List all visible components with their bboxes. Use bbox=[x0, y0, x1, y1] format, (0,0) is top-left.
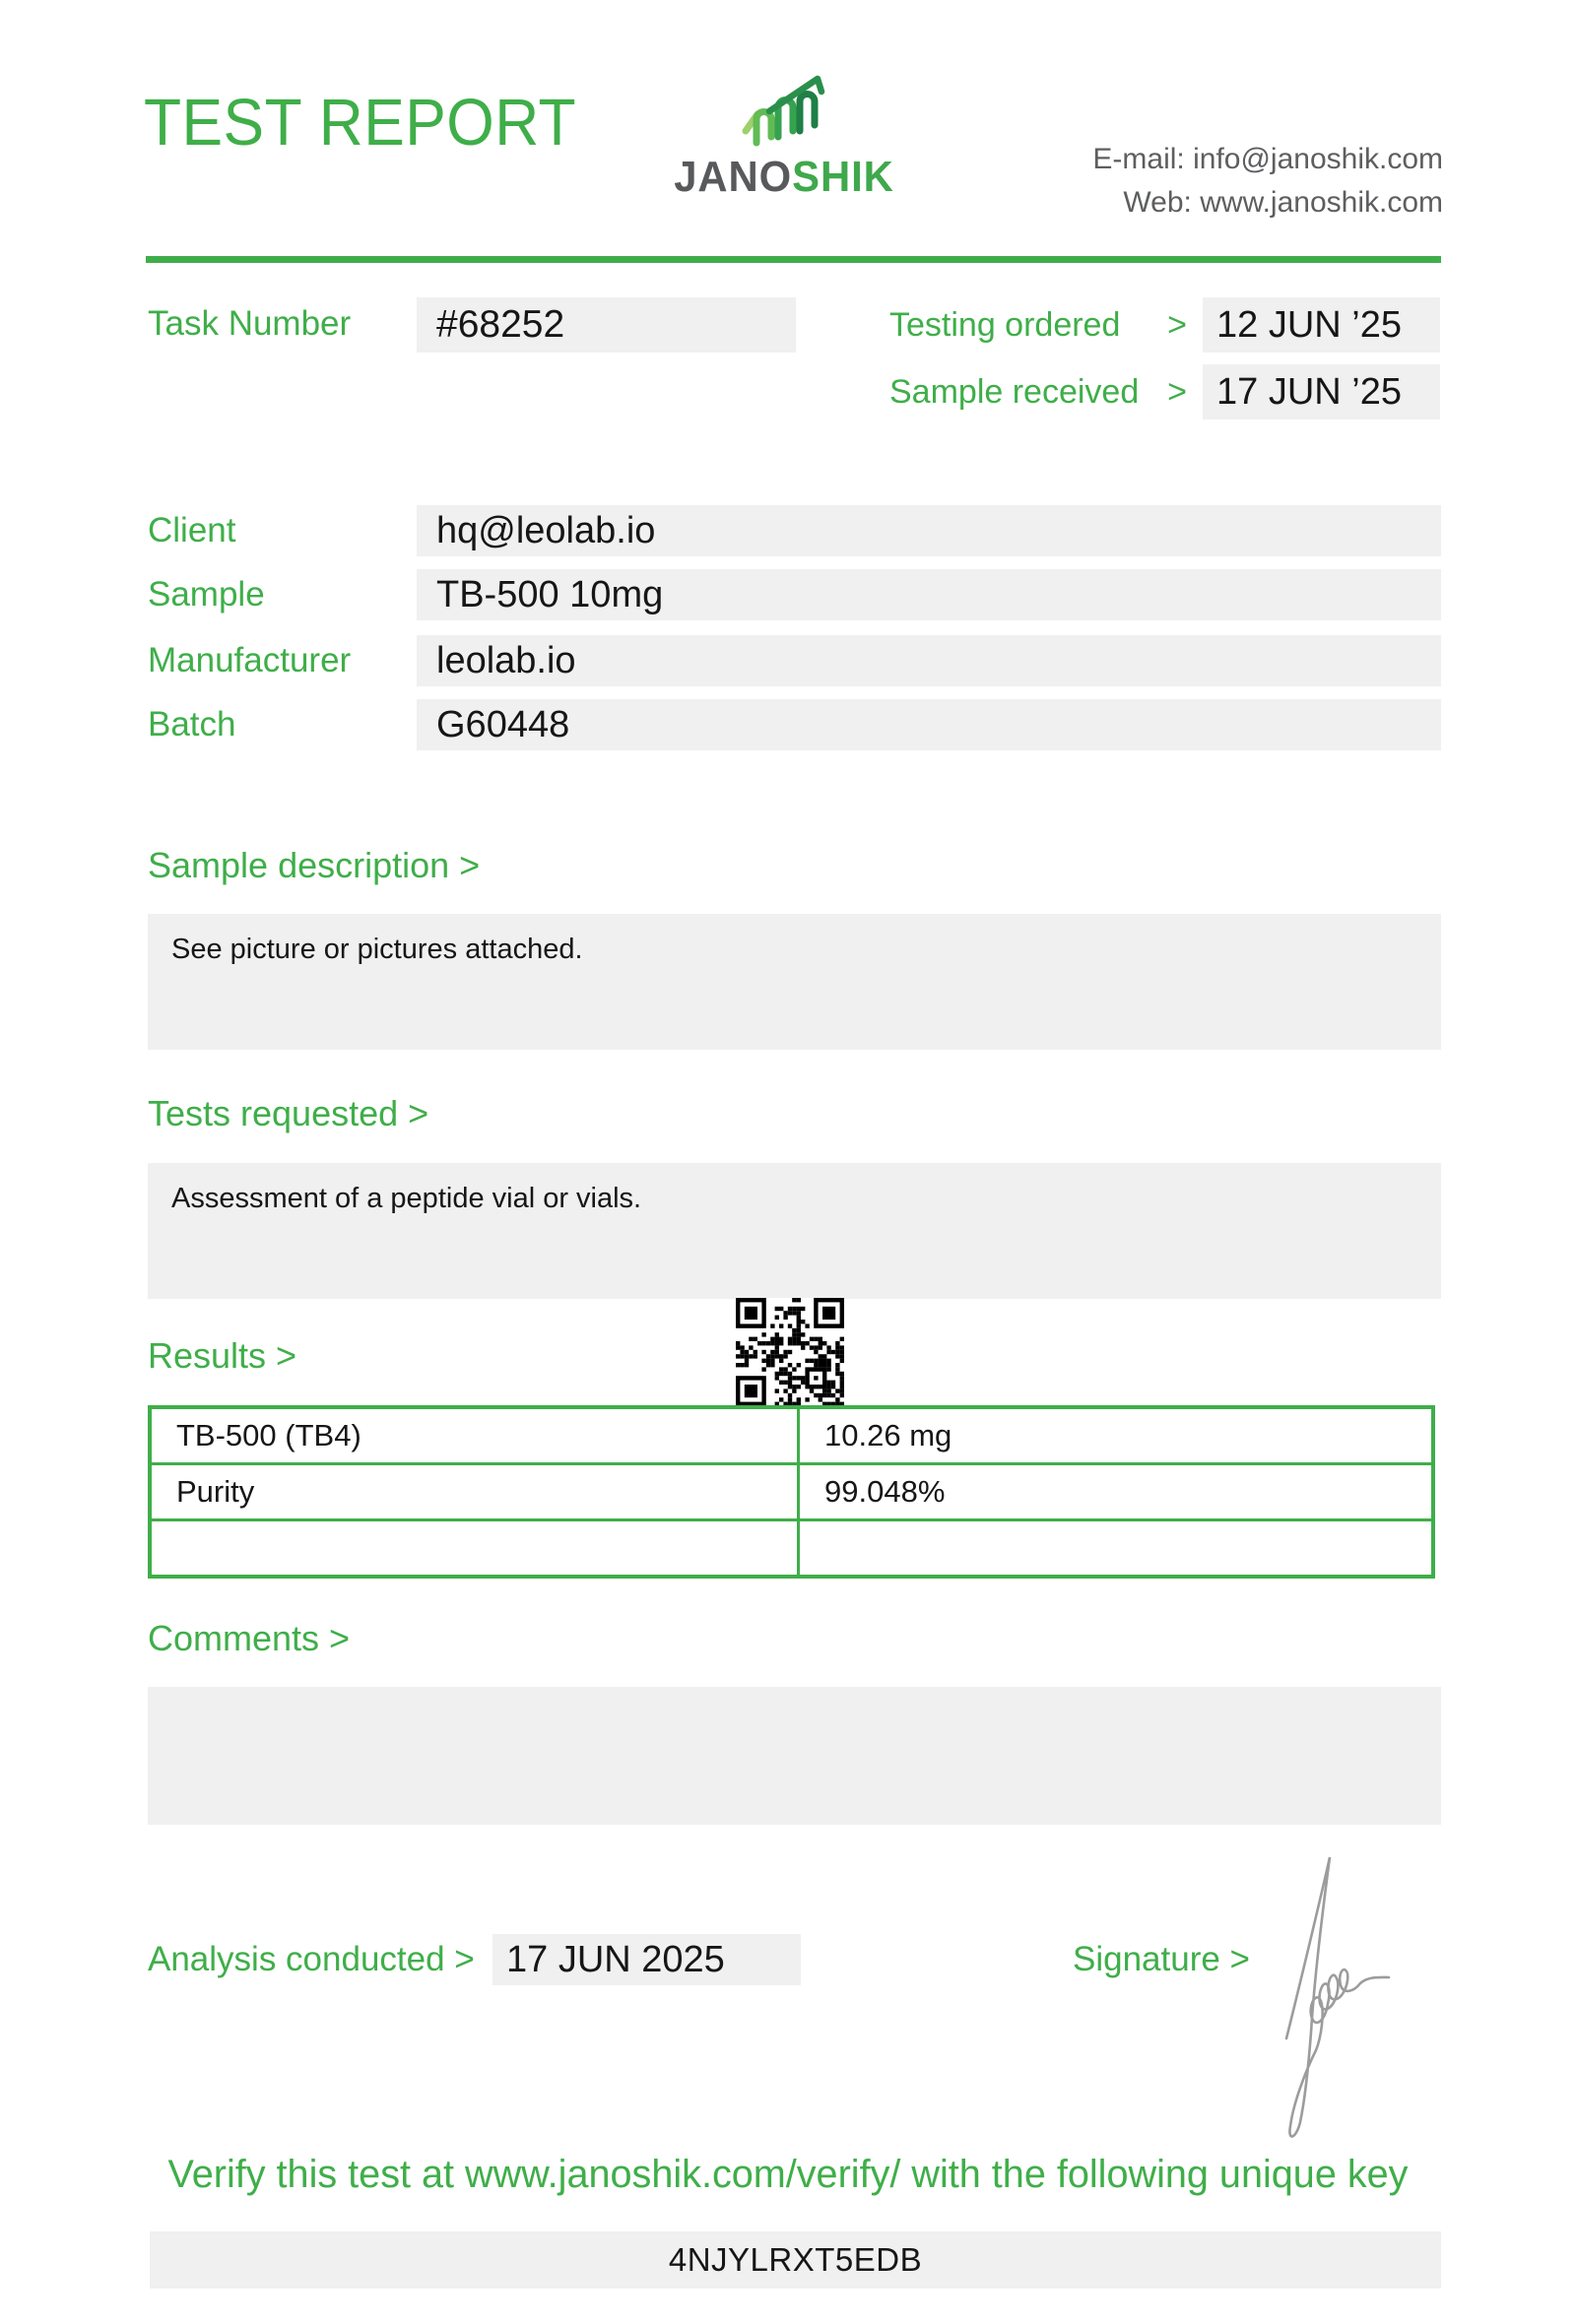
sample-received-field bbox=[1203, 364, 1440, 420]
result-name bbox=[152, 1521, 800, 1575]
sample-description-box bbox=[148, 914, 1441, 1050]
verify-key-value: 4NJYLRXT5EDB bbox=[668, 2241, 923, 2278]
table-row bbox=[152, 1518, 1431, 1575]
testing-ordered-value: 12 JUN ’25 bbox=[1216, 304, 1402, 346]
sample-description-heading: Sample description > bbox=[148, 845, 481, 885]
verify-key-field bbox=[150, 2231, 1441, 2289]
sample-value: TB-500 10mg bbox=[436, 574, 664, 615]
comments-heading: Comments > bbox=[148, 1618, 351, 1658]
header-divider bbox=[146, 256, 1441, 263]
sample-label: Sample bbox=[148, 575, 265, 613]
results-heading: Results > bbox=[148, 1335, 297, 1376]
result-value: 99.048% bbox=[824, 1474, 946, 1509]
manufacturer-label: Manufacturer bbox=[148, 641, 352, 679]
testing-ordered-field bbox=[1203, 297, 1440, 353]
client-label: Client bbox=[148, 511, 236, 549]
logo-text-jano: JANO bbox=[674, 153, 793, 201]
result-value bbox=[800, 1521, 1431, 1575]
janoshik-logo bbox=[662, 71, 906, 199]
batch-label: Batch bbox=[148, 705, 236, 743]
verify-instruction: Verify this test at www.janoshik.com/verify/ with the following unique key bbox=[167, 2153, 1409, 2196]
client-value: hq@leolab.io bbox=[436, 510, 656, 551]
manufacturer-field bbox=[417, 635, 1441, 686]
comments-box bbox=[148, 1687, 1441, 1825]
task-number-field bbox=[417, 297, 796, 353]
result-value: 10.26 mg bbox=[824, 1418, 952, 1452]
tests-requested-text: Assessment of a peptide vial or vials. bbox=[171, 1183, 642, 1214]
signature-label: Signature > bbox=[1073, 1940, 1250, 1978]
qr-code bbox=[736, 1298, 844, 1406]
tests-requested-heading: Tests requested > bbox=[148, 1093, 429, 1133]
email-value: info@janoshik.com bbox=[1193, 143, 1443, 175]
task-number-value: #68252 bbox=[436, 303, 565, 346]
result-name: Purity bbox=[152, 1465, 800, 1518]
contact-email: E-mail: info@janoshik.com bbox=[1092, 143, 1443, 175]
analysis-date-field bbox=[492, 1934, 801, 1985]
testing-ordered-label: Testing ordered > bbox=[889, 297, 1187, 353]
signature-image bbox=[1271, 1845, 1423, 2151]
trending-chart-icon bbox=[662, 71, 906, 152]
client-field bbox=[417, 505, 1441, 556]
task-number-label: Task Number bbox=[148, 304, 352, 343]
table-row bbox=[152, 1409, 1431, 1462]
batch-field bbox=[417, 699, 1441, 750]
sample-received-value: 17 JUN ’25 bbox=[1216, 371, 1402, 413]
web-value: www.janoshik.com bbox=[1200, 186, 1443, 219]
tests-requested-box bbox=[148, 1163, 1441, 1299]
result-name: TB-500 (TB4) bbox=[152, 1409, 800, 1462]
sample-description-text: See picture or pictures attached. bbox=[171, 934, 583, 965]
contact-web: Web: www.janoshik.com bbox=[1123, 186, 1443, 219]
logo-text-shik: SHIK bbox=[792, 153, 894, 201]
manufacturer-value: leolab.io bbox=[436, 640, 576, 681]
logo-wordmark bbox=[668, 153, 900, 201]
chevron-right-icon: > bbox=[1167, 306, 1187, 344]
comments-text bbox=[148, 1687, 1441, 1722]
contact-info bbox=[1092, 138, 1443, 225]
results-table bbox=[148, 1405, 1435, 1579]
analysis-conducted-label: Analysis conducted > bbox=[148, 1940, 475, 1978]
sample-field bbox=[417, 569, 1441, 620]
chevron-right-icon: > bbox=[1167, 373, 1187, 411]
sample-received-label: Sample received > bbox=[889, 364, 1187, 420]
analysis-date-value: 17 JUN 2025 bbox=[506, 1939, 725, 1980]
batch-value: G60448 bbox=[436, 704, 570, 745]
table-row bbox=[152, 1462, 1431, 1518]
page-title: TEST REPORT bbox=[144, 86, 577, 160]
